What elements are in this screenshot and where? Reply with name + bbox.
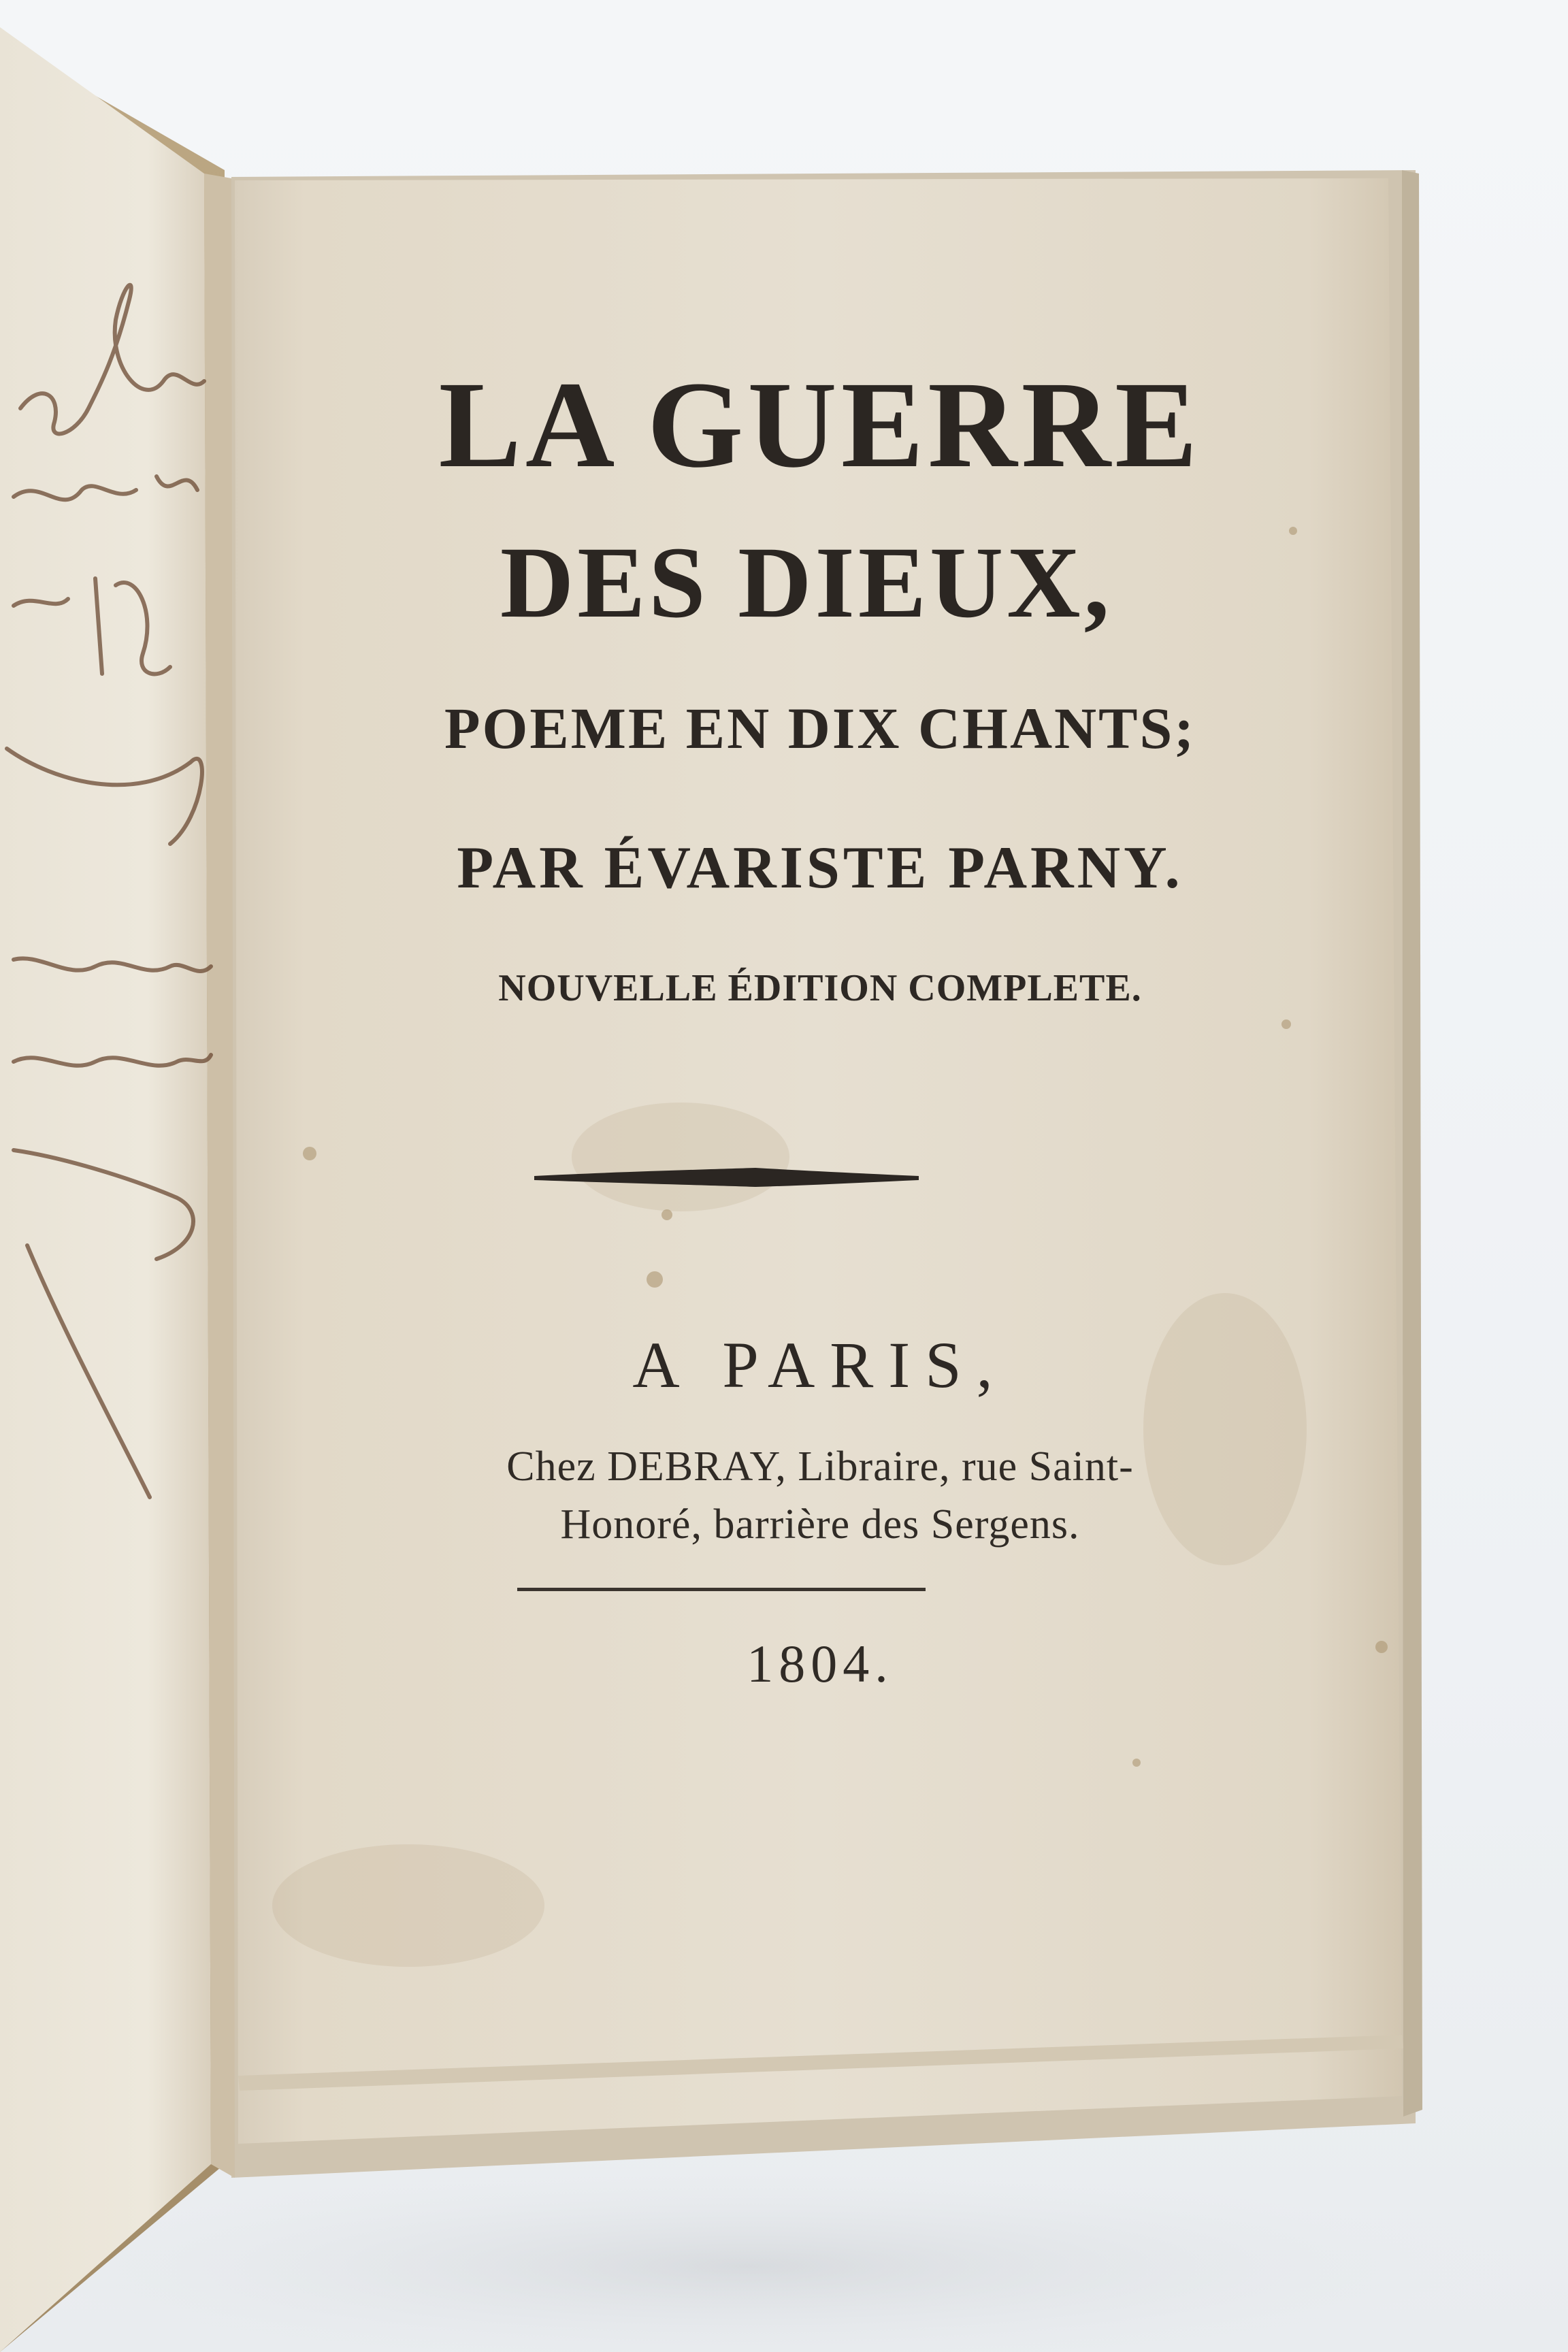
imprint-place: A PARIS, xyxy=(632,1328,1008,1401)
imprint-year: 1804. xyxy=(747,1634,894,1693)
book-title-line-1: LA GUERRE xyxy=(438,357,1202,493)
publisher-line-2: Honoré, barrière des Sergens. xyxy=(560,1501,1080,1548)
title-page xyxy=(231,0,1409,2352)
book-title-line-2: DES DIEUX, xyxy=(500,526,1113,639)
book-author: PAR ÉVARISTE PARNY. xyxy=(457,835,1183,901)
book-subtitle: POEME EN DIX CHANTS; xyxy=(444,696,1196,761)
publisher-line-1: Chez DEBRAY, Libraire, rue Saint- xyxy=(506,1443,1134,1490)
edition-statement: NOUVELLE ÉDITION COMPLETE. xyxy=(498,967,1142,1009)
